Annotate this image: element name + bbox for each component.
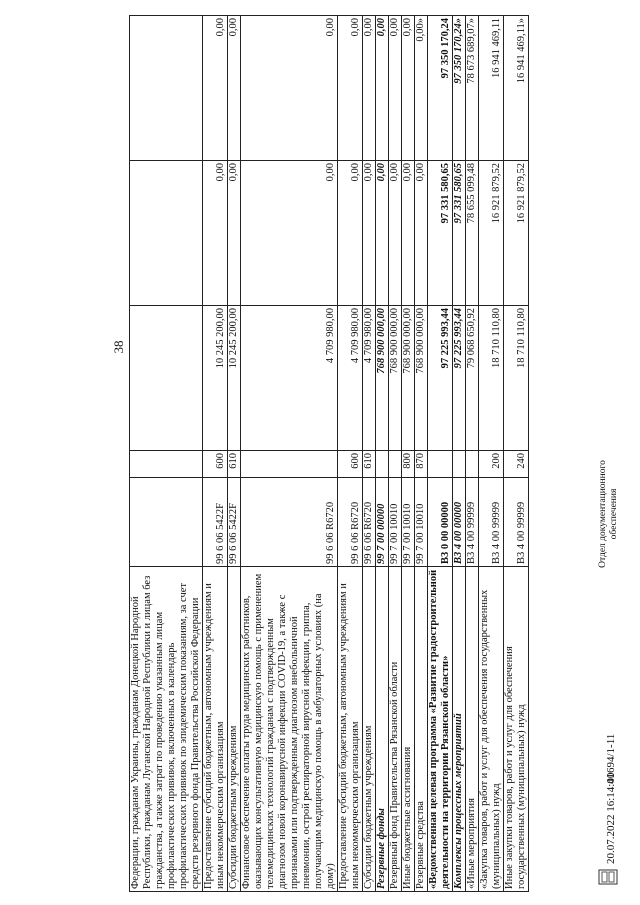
- row-amount-1-cell: 768 900 000,00: [376, 306, 389, 451]
- row-amount-1-cell: 4 709 980,00: [363, 306, 376, 451]
- row-amount-3-cell: 0,00: [241, 16, 338, 161]
- row-amount-1-cell: 768 900 000,00: [415, 306, 428, 451]
- row-expense-type-cell: 610: [228, 451, 241, 478]
- row-name-cell: «Иные мероприятия: [466, 567, 479, 892]
- row-name-cell: Финансовое обеспечение оплаты труда медицинских работников, оказывающих консультативную медицинскую помощь с применением телемедицинских технологий гражданам с подтвержденным диагнозом новой коронавирусной инфекции COVID-19, а также с признаками или подтвержденным диагнозом внебольничной пневмонии, острой респираторной вирусной инфекции, гриппа, получающим медицинскую помощь в амбулаторных условиях (на дому): [241, 567, 338, 892]
- row-amount-2-cell: 97 331 580,65: [453, 161, 466, 306]
- row-expense-type-cell: 200: [479, 451, 504, 478]
- row-code-cell: [130, 478, 203, 567]
- row-code-cell: 99 7 00 00000: [376, 478, 389, 567]
- row-amount-1-cell: 768 900 000,00: [402, 306, 415, 451]
- row-code-cell: В3 0 00 00000: [428, 478, 453, 567]
- row-amount-2-cell: 0,00: [338, 161, 363, 306]
- table-row: [130, 16, 203, 892]
- row-amount-3-cell: 97 350 170,24: [428, 16, 453, 161]
- row-expense-type-cell: 240: [504, 451, 529, 478]
- row-name-cell: Резервные фонды: [376, 567, 389, 892]
- row-amount-2-cell: 0,00: [203, 161, 228, 306]
- row-amount-1-cell: 4 709 980,00: [338, 306, 363, 451]
- row-code-cell: 99 6 06 R6720: [241, 478, 338, 567]
- row-expense-type-cell: 800: [402, 451, 415, 478]
- row-code-cell: В3 4 00 99999: [479, 478, 504, 567]
- row-amount-2-cell: 78 655 099,48: [466, 161, 479, 306]
- row-amount-3-cell: 0,00: [389, 16, 402, 161]
- row-name-cell: Предоставление субсидий бюджетным, автономным учреждениям и иным некоммерческим организациям: [338, 567, 363, 892]
- table-row: [363, 16, 376, 892]
- page-number: 38: [111, 340, 126, 354]
- table-row: [241, 16, 338, 892]
- table-row: [203, 16, 228, 892]
- row-amount-3-cell: 0,00»: [415, 16, 428, 161]
- row-amount-3-cell: 0,00: [376, 16, 389, 161]
- row-expense-type-cell: [453, 451, 466, 478]
- row-amount-3-cell: [130, 16, 203, 161]
- row-code-cell: В3 4 00 99999: [504, 478, 529, 567]
- row-amount-1-cell: 10 245 200,00: [228, 306, 241, 451]
- row-code-cell: 99 7 00 10010: [415, 478, 428, 567]
- row-amount-2-cell: 0,00: [389, 161, 402, 306]
- row-amount-3-cell: 0,00: [363, 16, 376, 161]
- row-code-cell: В3 4 00 00000: [453, 478, 466, 567]
- row-expense-type-cell: [466, 451, 479, 478]
- row-amount-2-cell: 97 331 580,65: [428, 161, 453, 306]
- row-expense-type-cell: 600: [338, 451, 363, 478]
- table-row: [415, 16, 428, 892]
- row-name-cell: Резервный фонд Правительства Рязанской области: [389, 567, 402, 892]
- row-amount-1-cell: 4 709 980,00: [241, 306, 338, 451]
- budget-table: [129, 15, 529, 892]
- table-row: [228, 16, 241, 892]
- row-amount-2-cell: 0,00: [415, 161, 428, 306]
- table-row: [479, 16, 504, 892]
- row-amount-1-cell: 768 900 000,00: [389, 306, 402, 451]
- table-row: [402, 16, 415, 892]
- footer-doc-id: 41694/1-11: [605, 733, 617, 784]
- row-amount-1-cell: [130, 306, 203, 451]
- row-amount-3-cell: 0,00: [402, 16, 415, 161]
- row-expense-type-cell: [241, 451, 338, 478]
- row-amount-1-cell: 97 225 993,44: [428, 306, 453, 451]
- table-row: [428, 16, 453, 892]
- table-row: [389, 16, 402, 892]
- row-amount-3-cell: 0,00: [338, 16, 363, 161]
- row-amount-3-cell: 0,00: [203, 16, 228, 161]
- row-name-cell: Федерации, гражданам Украины, гражданам Донецкой Народной Республики, гражданам Луганской Народной Республики и лицам без гражданства, а также затрат по проведению указанным лицам профилактических прививок, включенных в календарь профилактических прививок по эпидемическим показаниям, за счет средств резервного фонда Правительства Российской Федерации: [130, 567, 203, 892]
- archive-logo-icon: [595, 868, 621, 886]
- footer-timestamp: 20.07.2022 16:14:00: [605, 772, 617, 864]
- row-amount-3-cell: 78 673 689,07»: [466, 16, 479, 161]
- table-row: [376, 16, 389, 892]
- rotated-page: [45, 18, 635, 892]
- row-amount-3-cell: 16 941 469,11»: [504, 16, 529, 161]
- row-name-cell: Субсидии бюджетным учреждениям: [228, 567, 241, 892]
- row-amount-2-cell: 0,00: [376, 161, 389, 306]
- row-code-cell: 99 7 00 10010: [389, 478, 402, 567]
- budget-table-body: [130, 16, 529, 892]
- row-expense-type-cell: [389, 451, 402, 478]
- row-code-cell: 99 6 06 R6720: [363, 478, 376, 567]
- row-amount-3-cell: 16 941 469,11: [479, 16, 504, 161]
- row-amount-2-cell: 0,00: [363, 161, 376, 306]
- table-row: [453, 16, 466, 892]
- row-amount-3-cell: 0,00: [228, 16, 241, 161]
- row-amount-2-cell: [130, 161, 203, 306]
- row-code-cell: 99 6 06 R6720: [338, 478, 363, 567]
- row-name-cell: Резервные средства: [415, 567, 428, 892]
- row-amount-1-cell: 97 225 993,44: [453, 306, 466, 451]
- row-name-cell: Предоставление субсидий бюджетным, автономным учреждениям и иным некоммерческим организациям: [203, 567, 228, 892]
- row-code-cell: 99 7 00 10010: [402, 478, 415, 567]
- row-expense-type-cell: [130, 451, 203, 478]
- footer-department: Отдел документационного обеспечения: [598, 460, 619, 568]
- row-expense-type-cell: [376, 451, 389, 478]
- row-code-cell: В3 4 00 99999: [466, 478, 479, 567]
- row-amount-2-cell: 0,00: [402, 161, 415, 306]
- row-name-cell: Субсидии бюджетным учреждениям: [363, 567, 376, 892]
- row-code-cell: 99 6 06 5422F: [203, 478, 228, 567]
- row-expense-type-cell: 870: [415, 451, 428, 478]
- row-expense-type-cell: [428, 451, 453, 478]
- row-amount-1-cell: 10 245 200,00: [203, 306, 228, 451]
- row-amount-2-cell: 16 921 879,52: [504, 161, 529, 306]
- row-amount-2-cell: 0,00: [228, 161, 241, 306]
- table-row: [466, 16, 479, 892]
- table-row: [504, 16, 529, 892]
- row-name-cell: Иные бюджетные ассигнования: [402, 567, 415, 892]
- row-name-cell: Комплексы процессных мероприятий: [453, 567, 466, 892]
- row-name-cell: «Закупка товаров, работ и услуг для обеспечения государственных (муниципальных) нужд: [479, 567, 504, 892]
- table-row: [338, 16, 363, 892]
- row-expense-type-cell: 600: [203, 451, 228, 478]
- row-amount-3-cell: 97 350 170,24»: [453, 16, 466, 161]
- row-amount-2-cell: 0,00: [241, 161, 338, 306]
- row-amount-1-cell: 79 068 650,92: [466, 306, 479, 451]
- row-amount-2-cell: 16 921 879,52: [479, 161, 504, 306]
- row-name-cell: Иные закупки товаров, работ и услуг для обеспечения государственных (муниципальных) нужд: [504, 567, 529, 892]
- row-amount-1-cell: 18 710 110,80: [479, 306, 504, 451]
- row-code-cell: 99 6 06 5422F: [228, 478, 241, 567]
- row-amount-1-cell: 18 710 110,80: [504, 306, 529, 451]
- row-name-cell: «Ведомственная целевая программа «Развитие градостроительной деятельности на территории Рязанской области»: [428, 567, 453, 892]
- row-expense-type-cell: 610: [363, 451, 376, 478]
